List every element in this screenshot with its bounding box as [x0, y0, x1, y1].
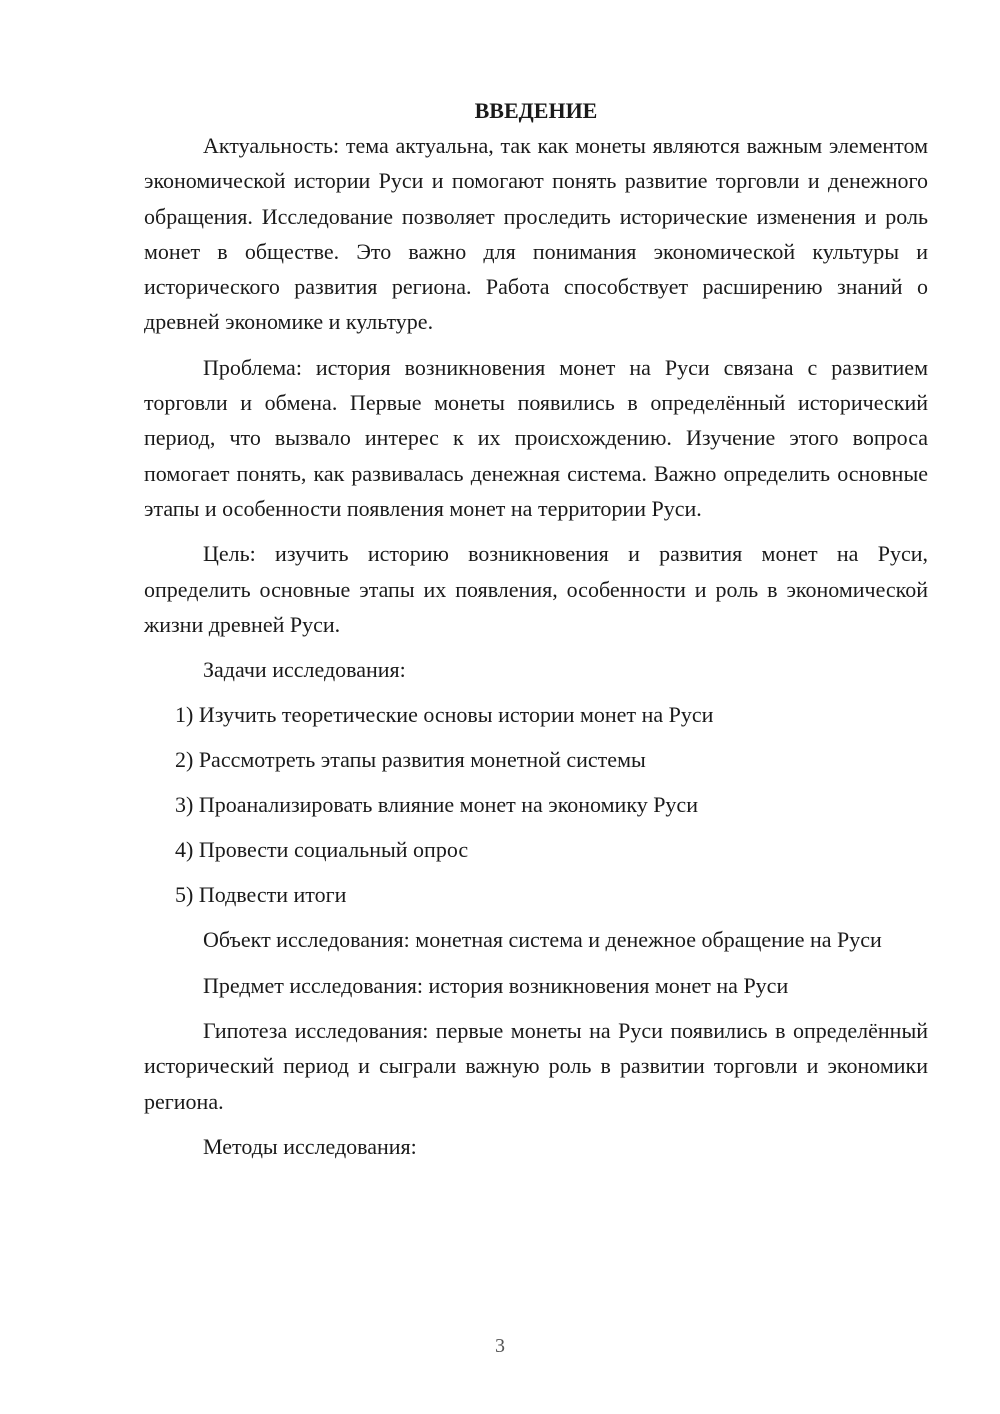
tasks-title: Задачи исследования: [203, 657, 406, 683]
page-number: 3 [495, 1335, 505, 1357]
section-heading: ВВЕДЕНИЕ [474, 98, 598, 123]
task-item: 1) Изучить теоретические основы истории монет на Руси [175, 702, 714, 728]
object-paragraph: Объект исследования: монетная система и денежное обращение на Руси [203, 927, 882, 953]
task-item: 4) Провести социальный опрос [175, 837, 469, 863]
hypothesis-paragraph: Гипотеза исследования: первые монеты на Руси появились в определённый исторический период и сыграли важную роль в развитии торговли и экономики региона. [144, 1018, 928, 1114]
problem-paragraph: Проблема: история возникновения монет на Руси связана с развитием торговли и обмена. Первые монеты появились в определённый исторический период, что вызвало интерес к их происхождению. Изучение этого вопроса помогает понять, как развивалась денежная система. Важно определить основные этапы и особенности появления монет на территории Руси. [144, 354, 928, 521]
page-content [144, 93, 928, 1174]
task-item: 3) Проанализировать влияние монет на экономику Руси [175, 792, 698, 818]
subject-paragraph: Предмет исследования: история возникновения монет на Руси [203, 972, 789, 998]
task-item: 5) Подвести итоги [175, 882, 347, 908]
task-item: 2) Рассмотреть этапы развития монетной системы [175, 747, 646, 773]
methods-title: Методы исследования: [203, 1133, 417, 1159]
goal-paragraph: Цель: изучить историю возникновения и развития монет на Руси, определить основные этапы их появления, особенности и роль в экономической жизни древней Руси. [144, 541, 928, 637]
relevance-paragraph: Актуальность: тема актуальна, так как монеты являются важным элементом экономической истории Руси и помогают понять развитие торговли и денежного обращения. Исследование позволяет проследить исторические изменения и роль монет в обществе. Это важно для понимания экономической культуры и исторического развития региона. Работа способствует расширению знаний о древней экономике и культуре. [144, 133, 928, 335]
